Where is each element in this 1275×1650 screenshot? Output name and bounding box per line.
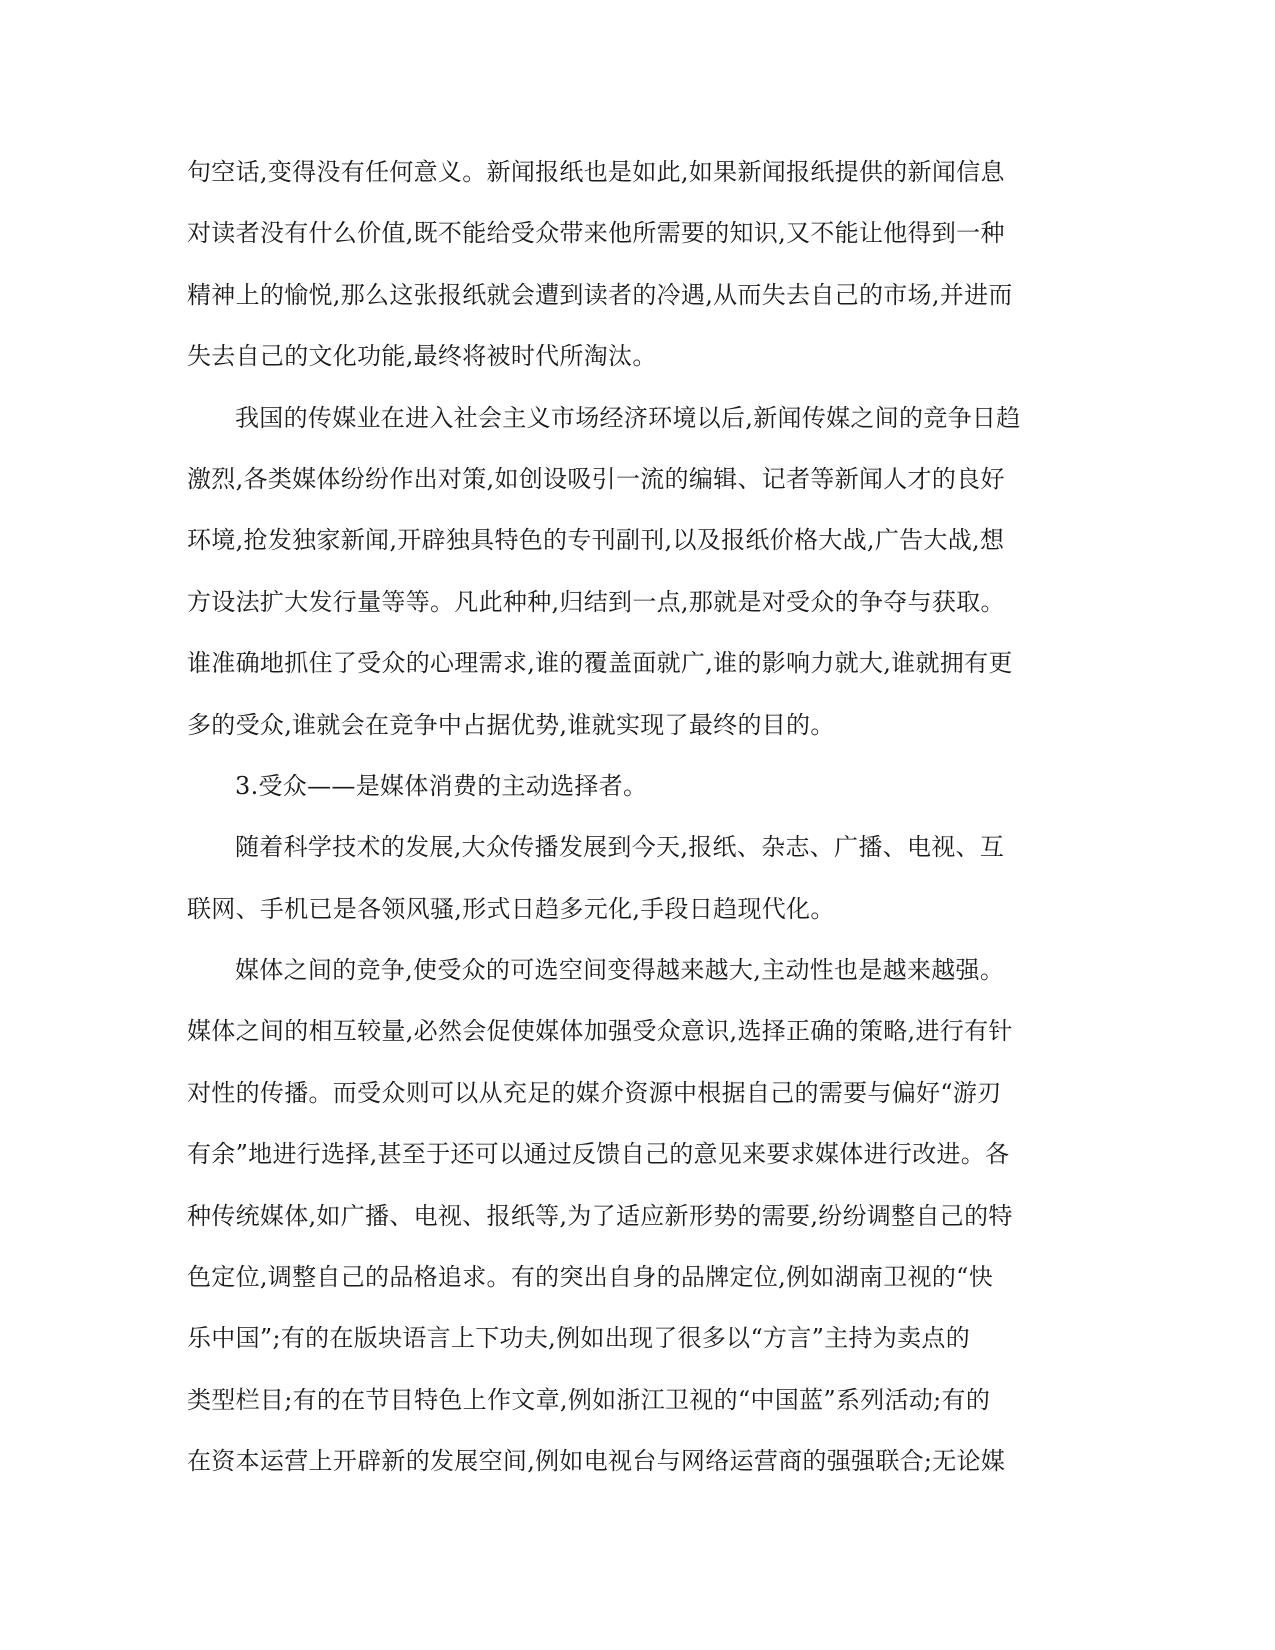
text-line: 乐中国”;有的在版块语言上下功夫,例如出现了很多以“方言”主持为卖点的 (187, 1324, 971, 1353)
text-line: 种传统媒体,如广播、电视、报纸等,为了适应新形势的需要,纷纷调整自己的特 (187, 1201, 1013, 1230)
text-line: 多的受众,谁就会在竞争中占据优势,谁就实现了最终的目的。 (187, 710, 835, 739)
text-line: 失去自己的文化功能,最终将被时代所淘汰。 (187, 342, 657, 371)
text-line: 媒体之间的相互较量,必然会促使媒体加强受众意识,选择正确的策略,进行有针 (187, 1017, 1013, 1046)
text-line: 对性的传播。而受众则可以从充足的媒介资源中根据自己的需要与偏好“游刃 (187, 1078, 1002, 1107)
text-line: 方设法扩大发行量等等。凡此种种,归结到一点,那就是对受众的争夺与获取。 (187, 587, 1005, 616)
text-line: 有余”地进行选择,甚至于还可以通过反馈自己的意见来要求媒体进行改进。各 (187, 1140, 1010, 1169)
text-line: 对读者没有什么价值,既不能给受众带来他所需要的知识,又不能让他得到一种 (187, 219, 1005, 248)
text-line: 媒体之间的竞争,使受众的可选空间变得越来越大,主动性也是越来越强。 (235, 956, 1005, 985)
body-text (187, 142, 1047, 1493)
text-line: 色定位,调整自己的品格追求。有的突出自身的品牌定位,例如湖南卫视的“快 (187, 1263, 994, 1292)
text-line: 联网、手机已是各领风骚,形式日趋多元化,手段日趋现代化。 (187, 894, 835, 923)
text-line: 句空话,变得没有任何意义。新闻报纸也是如此,如果新闻报纸提供的新闻信息 (187, 158, 1005, 186)
text-line: 激烈,各类媒体纷纷作出对策,如创设吸引一流的编辑、记者等新闻人才的良好 (187, 464, 1005, 493)
text-line: 类型栏目;有的在节目特色上作文章,例如浙江卫视的“中国蓝”系列活动;有的 (187, 1385, 991, 1414)
text-line: 在资本运营上开辟新的发展空间,例如电视台与网络运营商的强强联合;无论媒 (187, 1447, 1006, 1476)
text-line: 谁准确地抓住了受众的心理需求,谁的覆盖面就广,谁的影响力就大,谁就拥有更 (187, 649, 1013, 678)
text-line: 我国的传媒业在进入社会主义市场经济环境以后,新闻传媒之间的竞争日趋 (235, 403, 1021, 432)
text-line: 精神上的愉悦,那么这张报纸就会遭到读者的冷遇,从而失去自己的市场,并进而 (187, 280, 1013, 309)
text-line: 随着科学技术的发展,大众传播发展到今天,报纸、杂志、广播、电视、互 (235, 833, 1005, 862)
text-line: 环境,抢发独家新闻,开辟独具特色的专刊副刊,以及报纸价格大战,广告大战,想 (187, 526, 1005, 555)
text-line: 3.受众——是媒体消费的主动选择者。 (235, 771, 648, 800)
